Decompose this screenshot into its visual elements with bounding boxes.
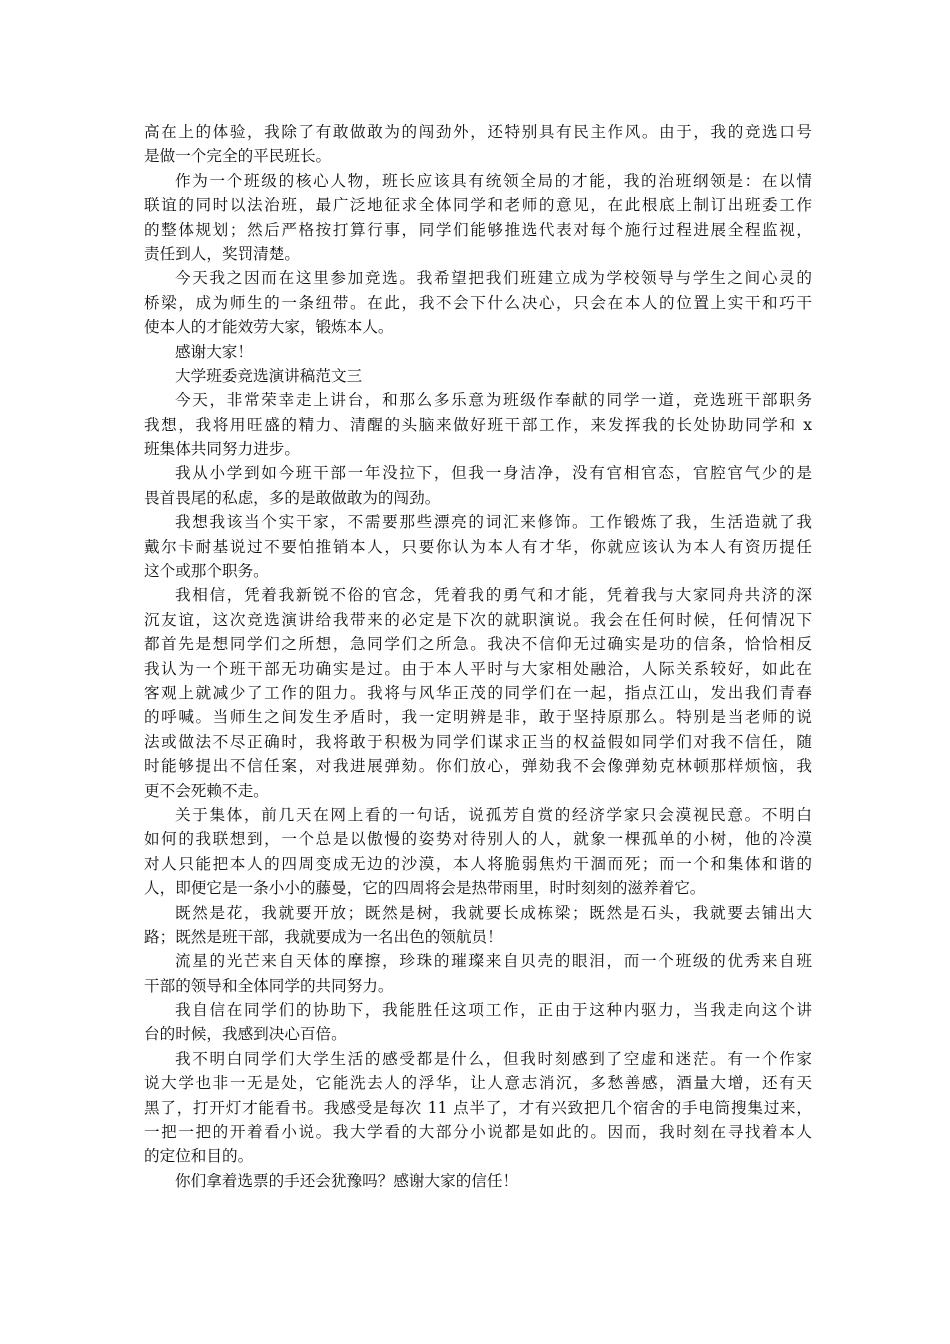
text-line: 一把一把的开着看小说。我大学看的大部分小说都是如此的。因而，我时刻在寻找着本人 <box>144 1123 812 1142</box>
paragraph <box>144 1047 812 1169</box>
text-line: 客观上就减少了工作的阻力。我将与风华正茂的同学们在一起，指点江山，发出我们青春 <box>144 683 812 702</box>
text-line: 大学班委竞选演讲稿范文三 <box>175 366 363 385</box>
text-line: 的定位和目的。 <box>144 1147 254 1166</box>
paragraph <box>144 120 812 169</box>
text-line: 流星的光芒来自天体的摩擦，珍珠的璀璨来自贝壳的眼泪，而一个班级的优秀来自班 <box>175 952 812 971</box>
text-line: 你们拿着选票的手还会犹豫吗？感谢大家的信任！ <box>175 1171 519 1190</box>
text-line: 高在上的体验，我除了有敢做敢为的闯劲外，还特别具有民主作风。由于，我的竞选口号 <box>144 123 812 141</box>
text-line: 沉友谊，这次竞选演讲给我带来的必定是下次的就职演说。我会在任何时候，任何情况下 <box>144 610 812 629</box>
paragraph <box>144 266 812 339</box>
text-line: 今天我之因而在这里参加竞选。我希望把我们班建立成为学校领导与学生之间心灵的 <box>175 269 812 288</box>
text-line: 我认为一个班干部无功确实是过。由于本人平时与大家相处融洽，人际关系较好，如此在 <box>144 659 812 678</box>
text-line: 更不会死赖不走。 <box>144 781 269 800</box>
text-line: 畏首畏尾的私虑，多的是敢做敢为的闯劲。 <box>144 488 441 507</box>
text-line: 今天，非常荣幸走上讲台，和那么多乐意为班级作奉献的同学一道，竞选班干部职务 <box>175 391 812 410</box>
paragraph <box>144 803 812 901</box>
text-line: 法或做法不尽正确时，我将敢于积极为同学们谋求正当的权益假如同学们对我不信任，随 <box>144 732 812 751</box>
text-line: 既然是花，我就要开放；既然是树，我就要长成栋梁；既然是石头，我就要去铺出大 <box>175 903 812 922</box>
paragraph <box>144 583 812 803</box>
text-line: 联谊的同时以法治班，最广泛地征求全体同学和老师的意见，在此根底上制订出班委工作 <box>144 196 812 215</box>
text-line: 的呼喊。当师生之间发生矛盾时，我一定明辨是非，敢于坚持原那么。特别是当老师的说 <box>144 708 812 727</box>
paragraph <box>144 340 812 364</box>
text-line: 我想，我将用旺盛的精力、清醒的头脑来做好班干部工作，来发挥我的长处协助同学和 x <box>144 415 812 434</box>
text-line: 班集体共同努力进步。 <box>144 440 300 459</box>
paragraph <box>144 998 812 1047</box>
text-line: 时能够提出不信任案，对我进展弹劾。你们放心，弹劾我不会像弹劾克林顿那样烦恼，我 <box>144 757 812 776</box>
text-line: 戴尔卡耐基说过不要怕推销本人，只要你认为本人有才华，你就应该认为本人有资历提任 <box>144 537 812 556</box>
text-line: 说大学也非一无是处，它能洗去人的浮华，让人意志消沉，多愁善感，酒量大增，还有天 <box>144 1074 812 1093</box>
text-line: 我从小学到如今班干部一年没拉下，但我一身洁净，没有官相官态，官腔官气少的是 <box>175 464 812 483</box>
section-heading <box>144 364 812 388</box>
paragraph <box>144 388 812 461</box>
text-line: 这个或那个职务。 <box>144 562 269 581</box>
paragraph <box>144 901 812 950</box>
text-line: 我不明白同学们大学生活的感受都是什么，但我时刻感到了空虚和迷茫。有一个作家 <box>175 1049 812 1068</box>
paragraph <box>144 1169 812 1193</box>
text-line: 感谢大家！ <box>175 342 253 361</box>
text-line: 责任到人，奖罚清楚。 <box>144 244 300 263</box>
text-line: 黑了，打开灯才能看书。我感受是每次 11 点半了，才有兴致把几个宿舍的手电筒搜集过来， <box>144 1098 812 1117</box>
text-line: 的整体规划；然后严格按打算行事，同学们能够推选代表对每个施行过程进展全程监视， <box>144 220 812 239</box>
text-line: 干部的领导和全体同学的共同努力。 <box>144 976 394 995</box>
text-line: 如何的我联想到，一个总是以傲慢的姿势对待别人的人，就象一棵孤单的小树，他的冷漠 <box>144 830 812 849</box>
paragraph <box>144 949 812 998</box>
text-line: 路；既然是班干部，我就要成为一名出色的领航员！ <box>144 927 503 946</box>
text-line: 关于集体，前几天在网上看的一句话，说孤芳自赏的经济学家只会漠视民意。不明白 <box>175 805 812 824</box>
paragraph <box>144 510 812 583</box>
paragraph <box>144 169 812 267</box>
text-line: 我自信在同学们的协助下，我能胜任这项工作，正由于这种内驱力，当我走向这个讲 <box>175 1001 812 1020</box>
text-line: 台的时候，我感到决心百倍。 <box>144 1025 347 1044</box>
text-line: 我相信，凭着我新锐不俗的官念，凭着我的勇气和才能，凭着我与大家同舟共济的深 <box>175 586 812 605</box>
document-body <box>144 120 812 1193</box>
text-line: 使本人的才能效劳大家，锻炼本人。 <box>144 318 394 337</box>
text-line: 都首先是想同学们之所想，急同学们之所急。我决不信仰无过确实是功的信条，恰恰相反 <box>144 635 812 654</box>
text-line: 是做一个完全的平民班长。 <box>144 147 332 166</box>
paragraph <box>144 461 812 510</box>
text-line: 人，即便它是一条小小的藤曼，它的四周将会是热带雨里，时时刻刻的滋养着它。 <box>144 879 706 898</box>
text-line: 对人只能把本人的四周变成无边的沙漠，本人将脆弱焦灼干涸而死；而一个和集体和谐的 <box>144 854 812 873</box>
text-line: 作为一个班级的核心人物，班长应该具有统领全局的才能，我的治班纲领是：在以情 <box>175 171 812 190</box>
text-line: 我想我该当个实干家，不需要那些漂亮的词汇来修饰。工作锻炼了我，生活造就了我 <box>175 513 812 532</box>
text-line: 桥梁，成为师生的一条纽带。在此，我不会下什么决心，只会在本人的位置上实干和巧干 <box>144 293 812 312</box>
